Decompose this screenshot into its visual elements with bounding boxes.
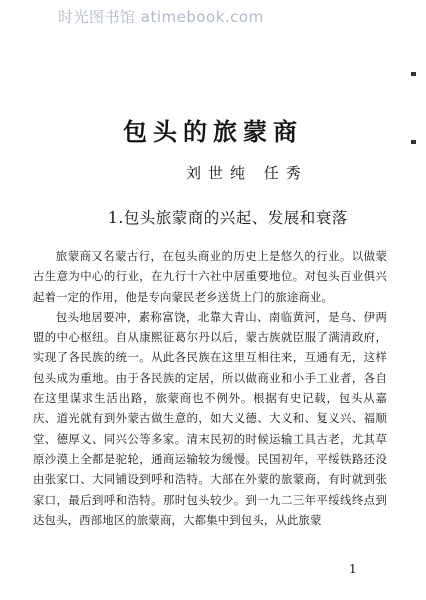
watermark: 时光图书馆 atimebook.com xyxy=(58,8,264,26)
paragraph: 包头地居要冲，素称富饶，北靠大青山、南临黄河，是乌、伊两盟的中心枢纽。自从康熙征葛尔丹以后，蒙古族就臣服了满清政府，实现了各民族的统一。从此各民族在这里互相往来，互通有无，这样包头成为重地。由于各民族的定居，所以做商业和小手工业者，各自在这里谋求生活出路，旅蒙商也不例外。根据有史记载，包头从嘉庆、道光就有到外蒙古做生意的，如大义德、大义和、复义兴、福顺堂、德厚义、同兴公等多家。清末民初的时候运输工具古老，尤其草原沙漠上全都是驼轮，通商运输较为缓慢。民国初年，平绥铁路还没由张家口、大同铺设到呼和浩特。大部在外蒙的旅蒙商，有时就到张家口，最后到呼和浩特。那时包头较少。到一九二三年平绥线终点到达包头，西部地区的旅蒙商，大都集中到包头，从此旅蒙 xyxy=(33,309,387,527)
paragraph: 旅蒙商又名蒙古行，在包头商业的历史上是悠久的行业。以做蒙古生意为中心的行业，在九行十六社中居重要地位。对包头百业俱兴起着一定的作用，他是专向蒙民老乡送货上门的旅途商业。 xyxy=(33,249,387,304)
article-title: 包头的旅蒙商 xyxy=(123,118,303,146)
scan-edge-mark xyxy=(411,72,416,76)
article-body xyxy=(33,246,387,530)
page-number: 1 xyxy=(349,562,357,576)
section-heading: 1.包头旅蒙商的兴起、发展和衰落 xyxy=(108,209,348,227)
author-line: 刘世纯 任秀 xyxy=(186,164,308,182)
